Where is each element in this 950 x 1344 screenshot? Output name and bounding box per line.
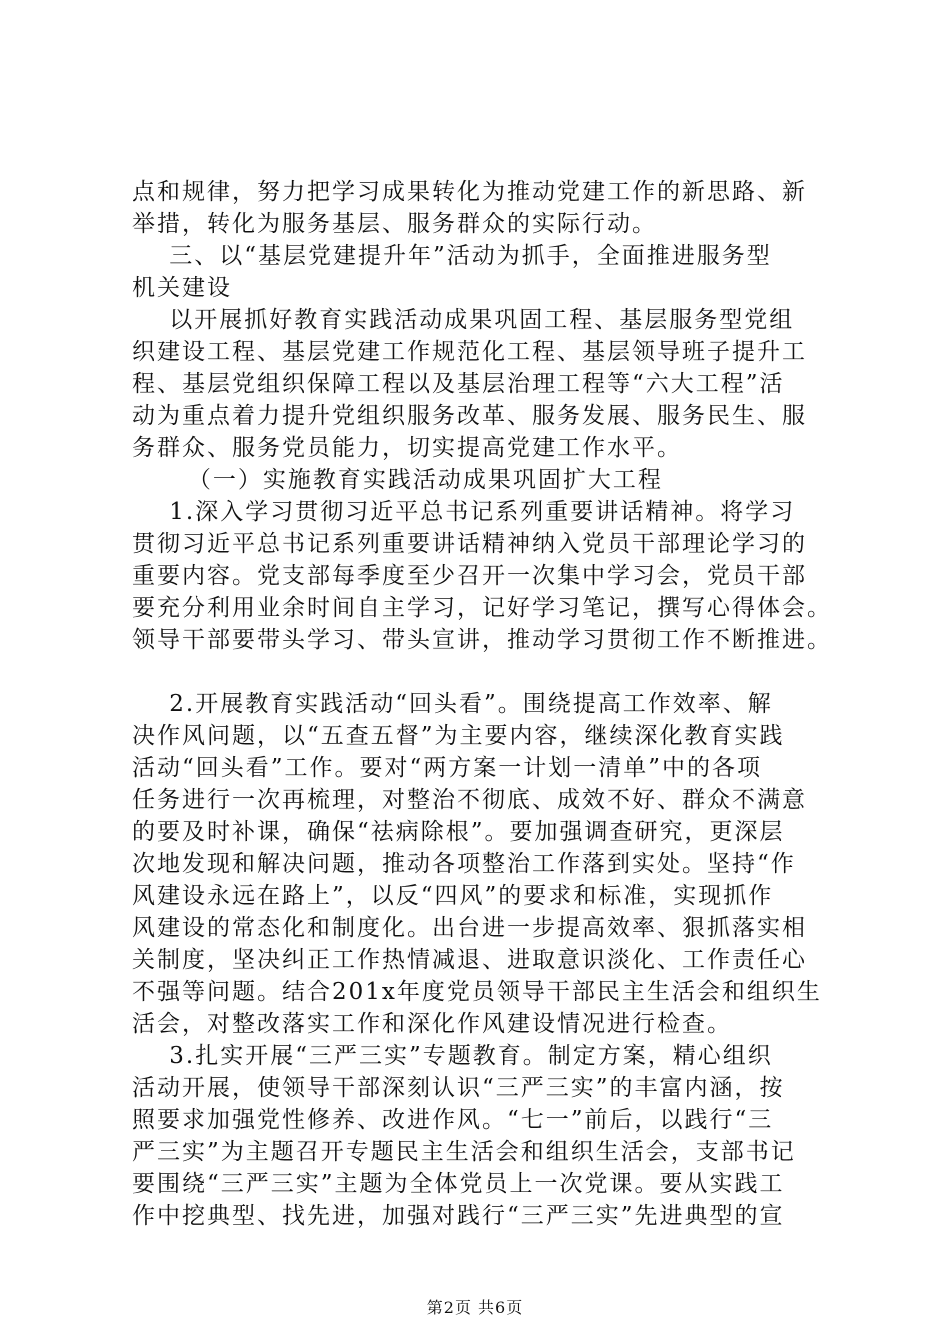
- section-heading-line: 三、以“基层党建提升年”活动为抓手，全面推进服务型: [132, 243, 772, 269]
- text-line: 程、基层党组织保障工程以及基层治理工程等“六大工程”活: [132, 371, 785, 397]
- section-heading-line: 机关建设: [132, 275, 232, 301]
- text-line: 要围绕“三严三实”主题为全体党员上一次党课。要从实践工: [132, 1171, 785, 1197]
- subsection-heading-line: （一）实施教育实践活动成果巩固扩大工程: [132, 467, 663, 493]
- text-line: 次地发现和解决问题，推动各项整治工作落到实处。坚持“作: [132, 851, 796, 877]
- text-line: 决作风问题，以“五查五督”为主要内容，继续深化教育实践: [132, 723, 785, 749]
- text-line: 关制度，坚决纠正工作热情减退、进取意识淡化、工作责任心: [132, 947, 807, 973]
- text-line: 的要及时补课，确保“祛病除根”。要加强调查研究，更深层: [132, 819, 785, 845]
- text-line: 3.扎实开展“三严三实”专题教育。制定方案，精心组织: [132, 1043, 773, 1069]
- text-line: 以开展抓好教育实践活动成果巩固工程、基层服务型党组: [132, 307, 795, 333]
- text-line: 贯彻习近平总书记系列重要讲话精神纳入党员干部理论学习的: [132, 531, 807, 557]
- text-line: 务群众、服务党员能力，切实提高党建工作水平。: [132, 435, 682, 461]
- page-number-footer: 第2页 共6页: [426, 1298, 524, 1317]
- text-line: 举措，转化为服务基层、服务群众的实际行动。: [132, 211, 657, 237]
- text-line: 2.开展教育实践活动“回头看”。围绕提高工作效率、解: [132, 691, 773, 717]
- text-line: 动为重点着力提升党组织服务改革、服务发展、服务民生、服: [132, 403, 807, 429]
- text-line: 活动“回头看”工作。要对“两方案一计划一清单”中的各项: [132, 755, 763, 781]
- text-line: 要充分利用业余时间自主学习，记好学习笔记，撰写心得体会。: [132, 595, 832, 621]
- text-line: 照要求加强党性修养、改进作风。“七一”前后，以践行“三: [132, 1107, 774, 1133]
- text-line: 风建设永远在路上”，以反“四风”的要求和标准，实现抓作: [132, 883, 774, 909]
- text-line: 活动开展，使领导干部深刻认识“三严三实”的丰富内涵，按: [132, 1075, 785, 1101]
- document-body: [132, 176, 836, 1232]
- text-line: 活会，对整改落实工作和深化作风建设情况进行检查。: [132, 1011, 732, 1037]
- text-line: 织建设工程、基层党建工作规范化工程、基层领导班子提升工: [132, 339, 807, 365]
- text-line: 严三实”为主题召开专题民主生活会和组织生活会，支部书记: [132, 1139, 796, 1165]
- text-line: 作中挖典型、找先进，加强对践行“三严三实”先进典型的宣: [132, 1203, 785, 1229]
- text-line: 领导干部要带头学习、带头宣讲，推动学习贯彻工作不断推进。: [132, 627, 832, 653]
- text-line: 任务进行一次再梳理，对整治不彻底、成效不好、群众不满意: [132, 787, 807, 813]
- text-line: 不强等问题。结合201x年度党员领导干部民主生活会和组织生: [132, 979, 822, 1005]
- text-line: 1.深入学习贯彻习近平总书记系列重要讲话精神。将学习: [132, 499, 796, 525]
- text-line: 重要内容。党支部每季度至少召开一次集中学习会，党员干部: [132, 563, 807, 589]
- text-line: 风建设的常态化和制度化。出台进一步提高效率、狠抓落实相: [132, 915, 807, 941]
- paragraph-gap: [132, 656, 836, 688]
- text-line: 点和规律，努力把学习成果转化为推动党建工作的新思路、新: [132, 179, 807, 205]
